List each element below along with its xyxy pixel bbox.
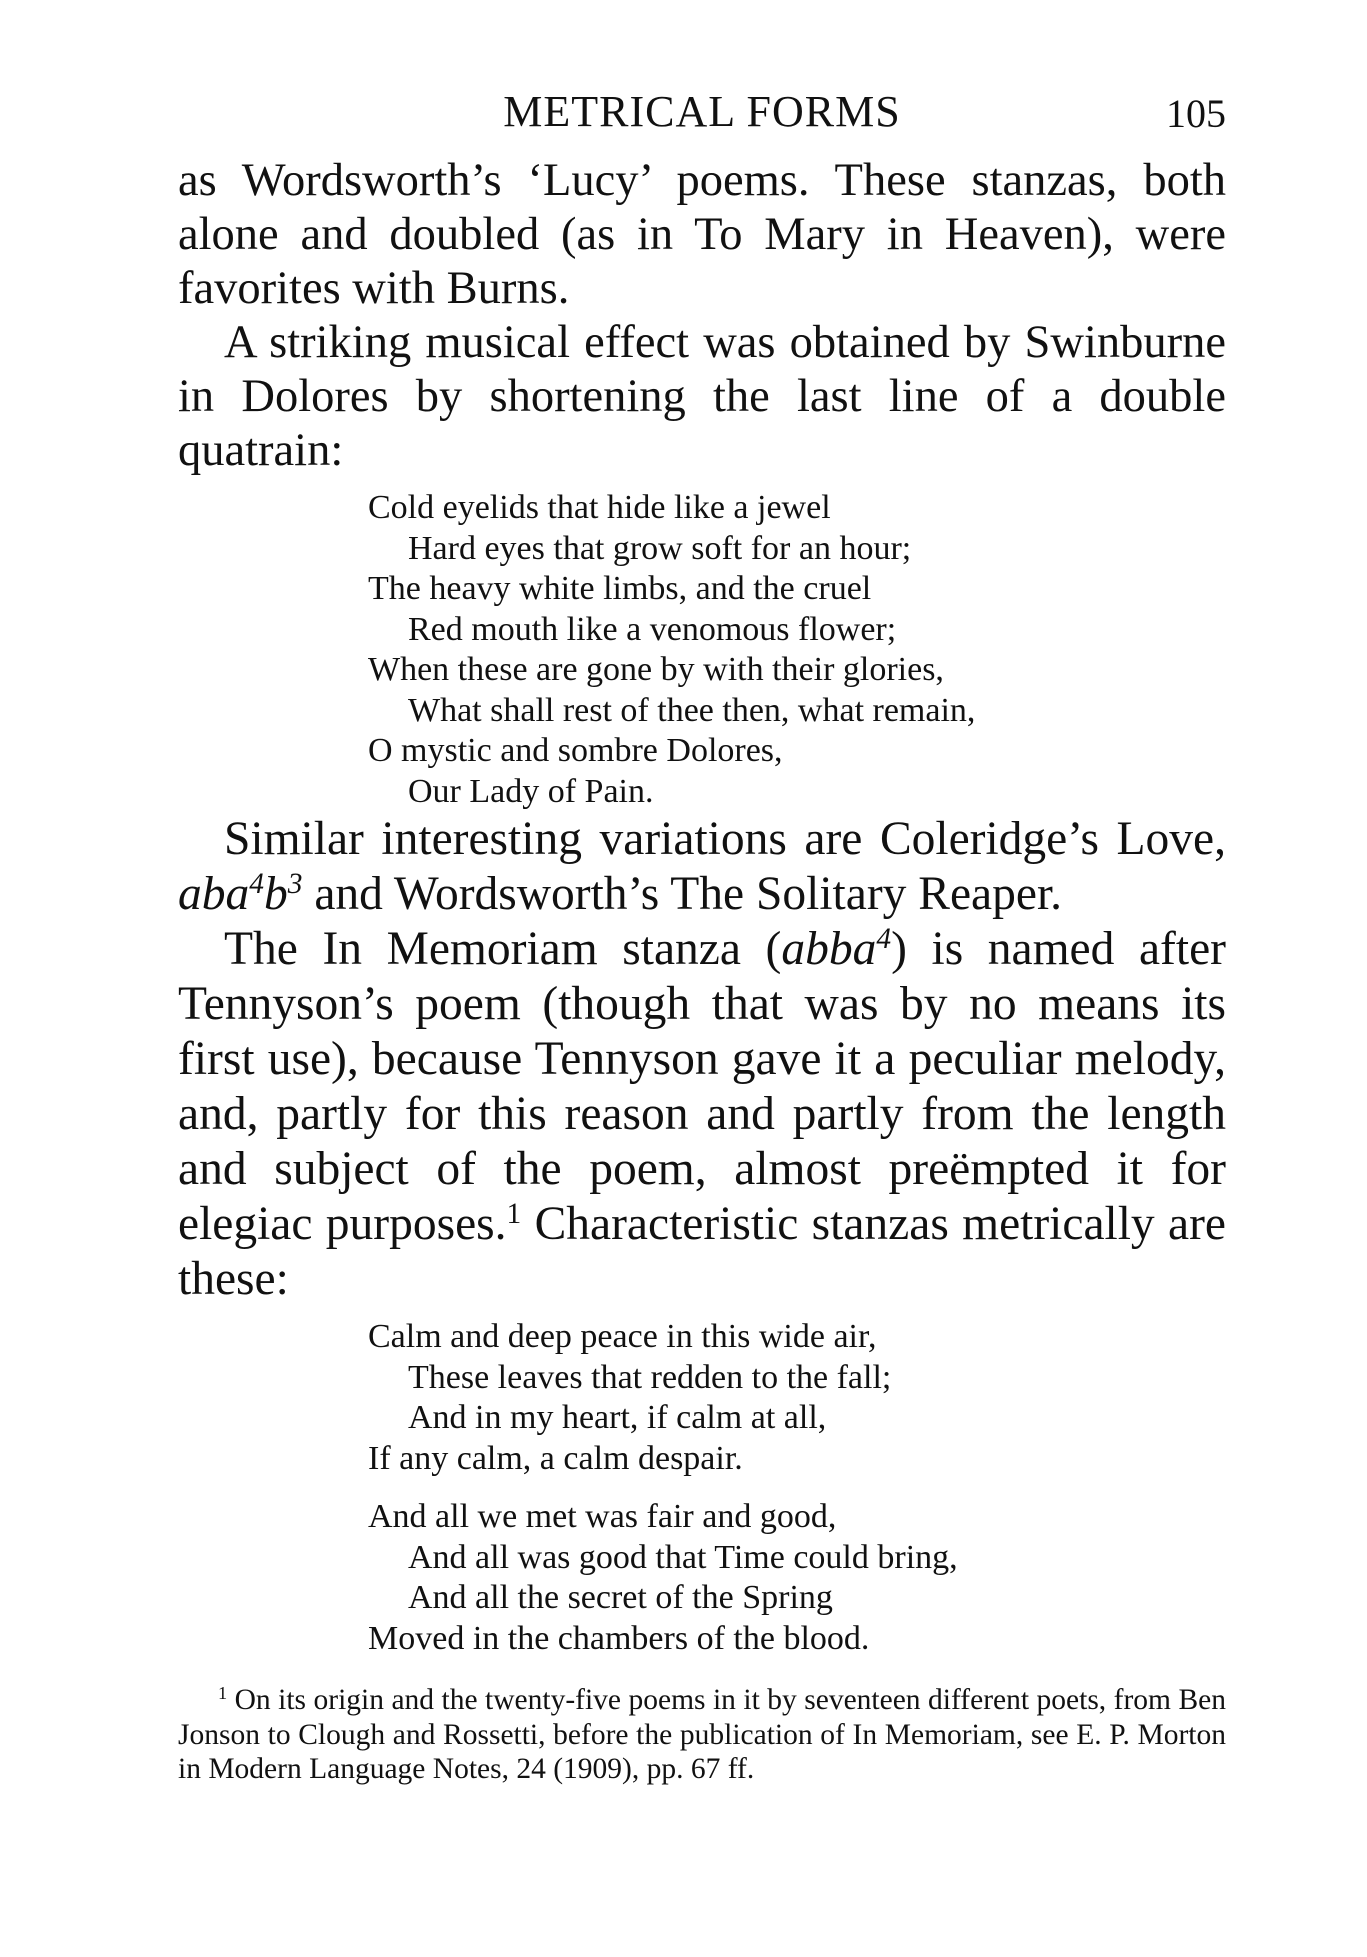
page-number: 105 [1166,91,1226,136]
verse-line: Our Lady of Pain. [408,772,654,810]
verse-in-memoriam [368,1317,1226,1659]
text-fragment: Characteristic stanzas metrically are these: [178,1198,1226,1305]
verse-line: Hard eyes that grow soft for an hour; [408,529,912,567]
footnote-reference[interactable]: 1 [506,1197,522,1230]
text-fragment: ) is named after Tennyson’s poem (though that was by no means its first use), because Tennyson gave it a peculiar melody, and, partly for this reason and partly from the length and subject of the poem, almost preëmpted it for elegiac purposes. [178,923,1226,1250]
footnote [178,1683,1226,1787]
text-fragment: The In Memoriam stanza ( [224,923,782,975]
verse-line: Calm and deep peace in this wide air, [368,1318,877,1355]
verse-line: O mystic and sombre Dolores, [368,732,783,769]
verse-line: And all we met was fair and good, [368,1498,837,1535]
verse-line: And in my heart, if calm at all, [408,1399,827,1436]
paragraph-in-memoriam [178,922,1226,1307]
rhyme-formula: $aba^4b^3$ [178,867,303,920]
paragraph-variations [178,812,1226,922]
page-header [178,86,1226,146]
running-head: METRICAL FORMS [503,87,901,136]
verse-line: When these are gone by with their glories, [368,651,944,688]
verse-line: The heavy white limbs, and the cruel [368,570,872,607]
paragraph-dolores-intro: A striking musical effect was obtained by Swinburne in Dolores by shortening the last line of a double quatrain: [178,317,1226,476]
verse-line: Moved in the chambers of the blood. [368,1619,870,1657]
verse-line: Cold eyelids that hide like a jewel [368,489,831,526]
verse-line: And all the secret of the Spring [408,1579,833,1616]
verse-line: And all was good that Time could bring, [408,1538,958,1576]
paragraph-lucy: as Wordsworth’s ‘Lucy’ poems. These stanzas, both alone and doubled (as in To Mary in Heaven), were favorites with Burns. [178,155,1226,314]
book-page [178,86,1226,1816]
footnote-marker: 1 [218,1682,228,1703]
rhyme-formula: abba$^4$ [781,922,892,975]
verse-line: Red mouth like a venomous flower; [408,610,897,648]
text-fragment: Similar interesting variations are Coleridge’s Love, [224,813,1226,865]
verse-line: What shall rest of thee then, what remain, [408,691,976,729]
text-fragment: and Wordsworth’s The Solitary Reaper. [314,868,1063,920]
verse-dolores [368,488,1226,812]
stanza-break [368,1479,1226,1497]
verse-line: If any calm, a calm despair. [368,1439,743,1477]
footnote-text: On its origin and the twenty-five poems in it by seventeen different poets, from Ben Jonson to Clough and Rossetti, before the publication of In Memoriam, see E. P. Morton in Modern Language Notes, 24 (1909), pp. 67 ff. [178,1684,1226,1785]
verse-line: These leaves that redden to the fall; [408,1358,892,1396]
